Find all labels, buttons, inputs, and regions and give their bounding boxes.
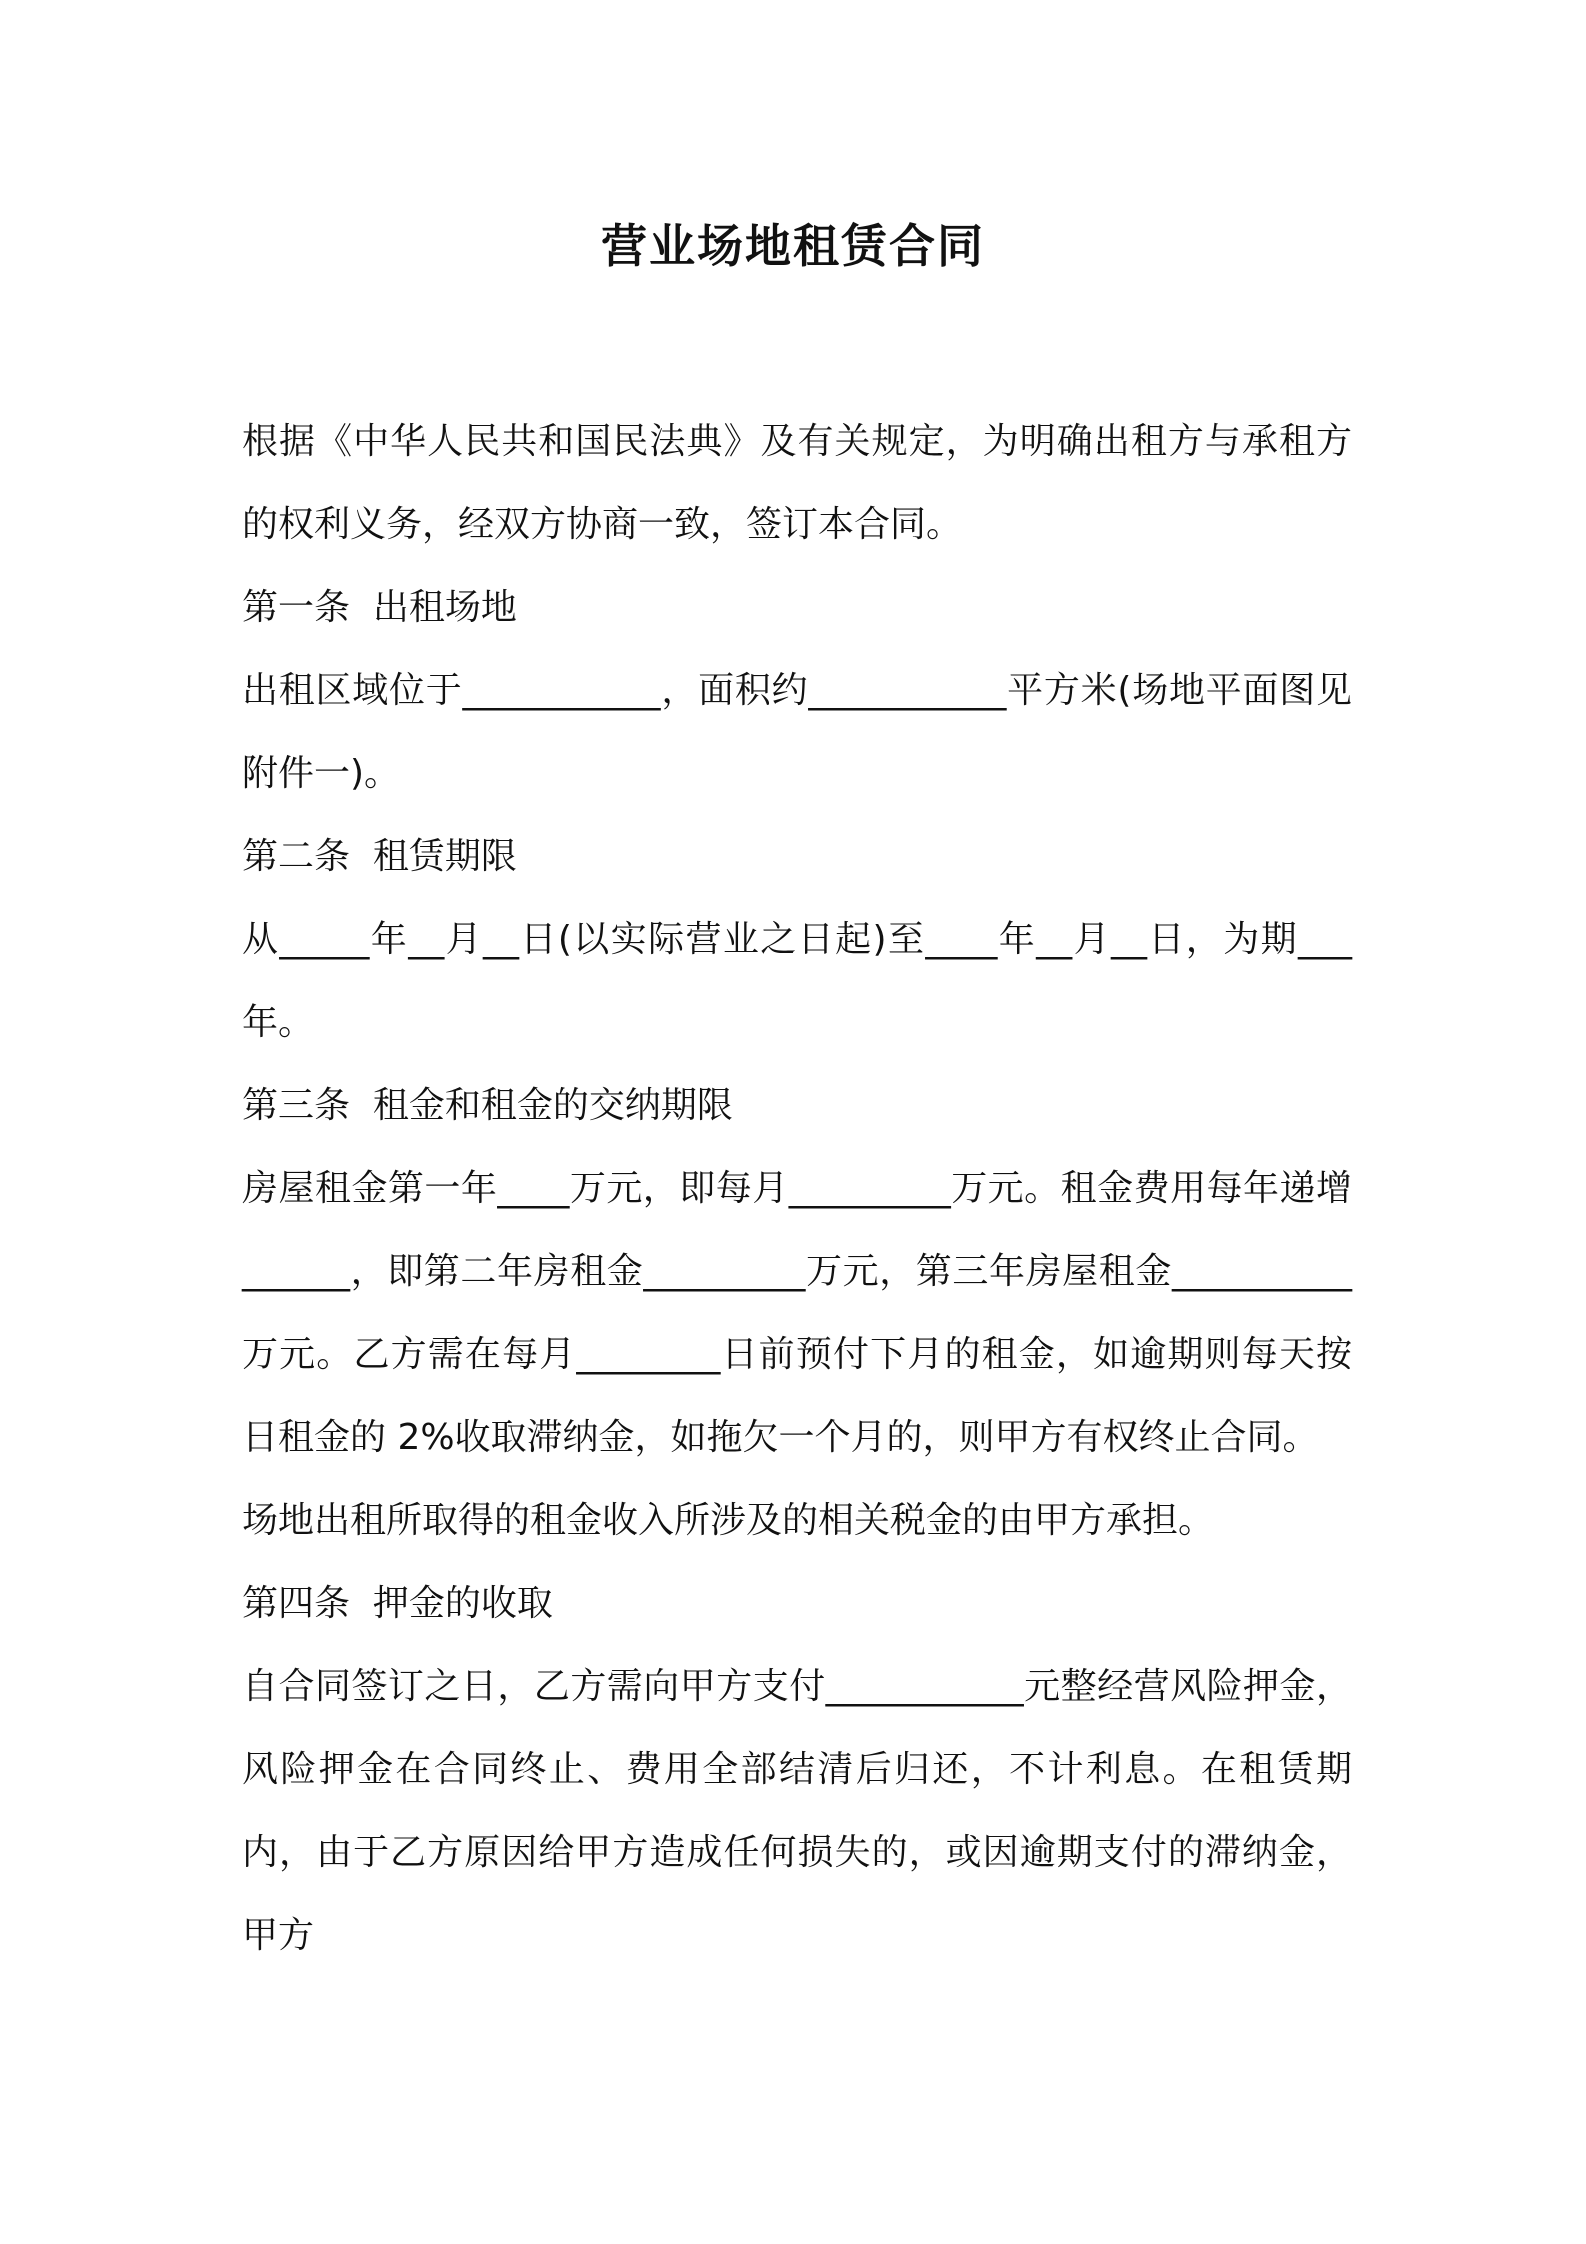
document-body	[242, 400, 1352, 1977]
article-3-paragraph-rent: 房屋租金第一年____万元，即每月_________万元。租金费用每年递增______，即第二年房租金_________万元，第三年房屋租金__________万元。乙方需在每月________日前预付下月的租金，如逾期则每天按日租金的 2%收取滞纳金，如拖欠一个月的，则甲方有权终止合同。	[242, 1168, 1352, 1458]
article-heading-4: 第四条 押金的收取	[242, 1583, 553, 1624]
article-1-paragraph: 出租区域位于___________，面积约___________平方米(场地平面图见附件一)。	[242, 670, 1352, 794]
article-4-paragraph: 自合同签订之日，乙方需向甲方支付___________元整经营风险押金，风险押金在合同终止、费用全部结清后归还，不计利息。在租赁期内，由于乙方原因给甲方造成任何损失的，或因逾期支付的滞纳金，甲方	[242, 1666, 1352, 1956]
article-3-paragraph-tax: 场地出租所取得的租金收入所涉及的相关税金的由甲方承担。	[242, 1500, 1215, 1541]
article-heading-1: 第一条 出租场地	[242, 587, 517, 628]
intro-paragraph: 根据《中华人民共和国民法典》及有关规定，为明确出租方与承租方的权利义务，经双方协商一致，签订本合同。	[242, 421, 1352, 545]
article-heading-3: 第三条 租金和租金的交纳期限	[242, 1085, 733, 1126]
document-title: 营业场地租赁合同	[601, 219, 985, 273]
article-2-paragraph: 从_____年__月__日(以实际营业之日起)至____年__月__日，为期___年。	[242, 919, 1352, 1043]
article-heading-2: 第二条 租赁期限	[242, 836, 517, 877]
